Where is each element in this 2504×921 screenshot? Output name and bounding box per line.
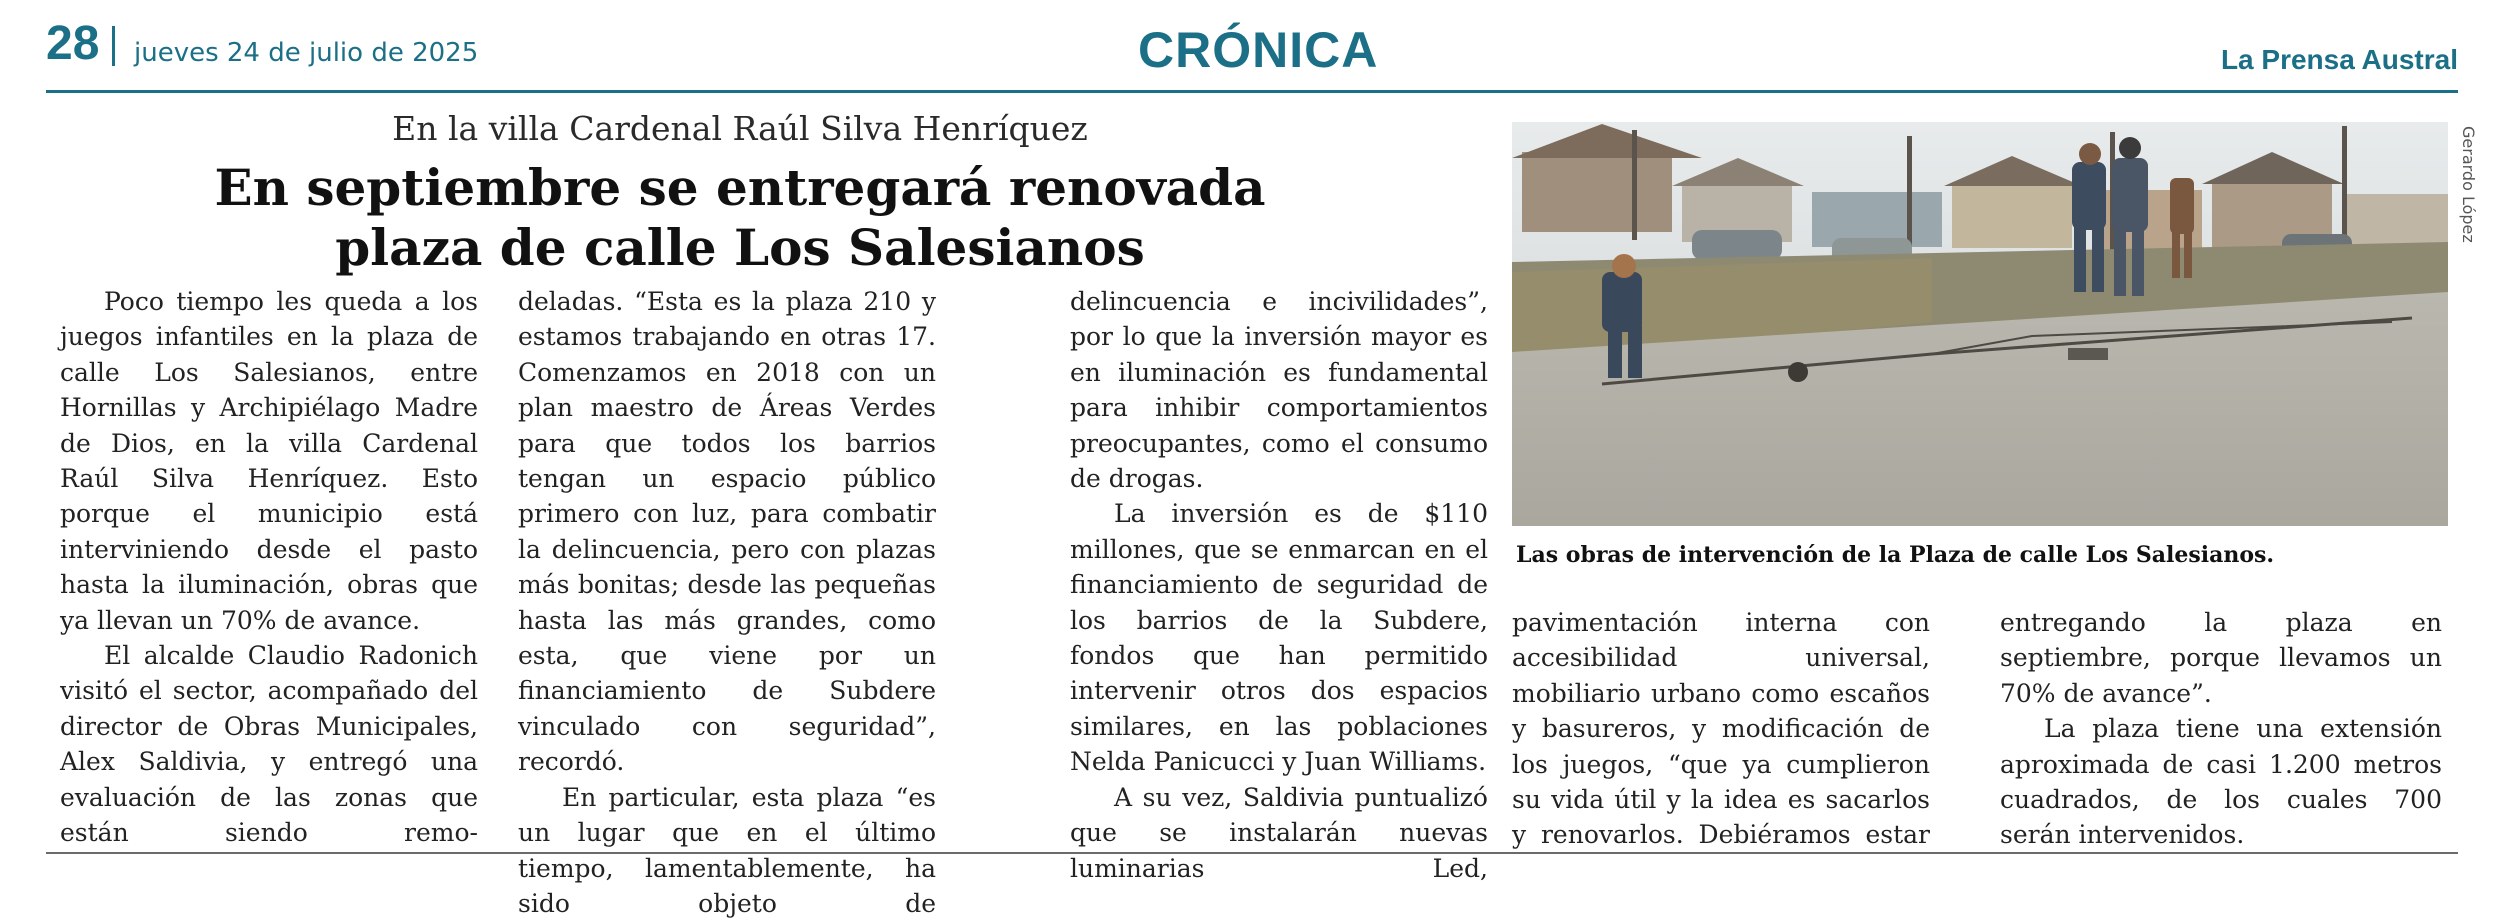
headline-line: plaza de calle Los Salesianos [335,218,1145,277]
paragraph: La plaza tiene una extensión aproximada de casi 1.200 metros cuadrados, de los cuales 700 serán intervenidos. [2000,714,2442,850]
paragraph: En particular, esta plaza “es un lugar que en el último tiempo, lamentablemente, ha sido objeto de [518,782,936,918]
paragraph: A su vez, Saldivia puntualizó que se instalarán nuevas luminarias Led, [1070,782,1488,883]
article-column-5 [2000,605,2442,853]
photo-credit: Gerardo López [2459,126,2478,243]
headline-line: En septiembre se entregará renovada [214,158,1266,217]
paragraph: deladas. “Esta es la plaza 210 y estamos trabajando en otras 17. Comenzamos en 2018 con un plan maestro de Áreas Verdes para que todos los barrios tengan un espacio público primero con luz, para combatir la delincuencia, pero con plazas más bonitas; desde las pequeñas hasta las más grandes, como esta, que viene por un financiamiento de Subdere vinculado con seguridad”, recordó. [518,287,936,777]
article-headline [0,158,1480,278]
paragraph: pavimentación interna con accesibilidad universal, mobiliario urbano como escaños y basureros, y modificación de los juegos, “que ya cumplieron su vida útil y la idea es sacarlos y renovarlos. Debiéramos estar [1512,608,1930,850]
page-header [0,0,2504,86]
article-column-4 [1512,605,1930,853]
page-number: 28 [46,17,100,70]
photo-caption: Las obras de intervención de la Plaza de calle Los Salesianos. [1516,542,2275,568]
article-column-3 [1070,284,1488,886]
paragraph: entregando la plaza en septiembre, porque llevamos un 70% de avance”. [2000,608,2442,708]
header-divider [112,26,115,66]
article-kicker: En la villa Cardenal Raúl Silva Henríquez [392,109,1088,148]
publication-name: La Prensa Austral [2220,44,2458,75]
paragraph: La inversión es de $110 millones, que se enmarcan en el financiamiento de seguridad de los barrios de la Subdere, fondos que han permitido intervenir otros dos espacios similares, en las poblaciones Nelda Panicucci y Juan Williams. [1070,499,1488,777]
paragraph: Poco tiempo les queda a los juegos infantiles en la plaza de calle Los Salesianos, entre Hornillas y Archipiélago Madre de Dios, en la villa Cardenal Raúl Silva Henríquez. Esto porque el municipio está interviniendo desde el pasto hasta la iluminación, obras que ya llevan un 70% de avance. [60,287,478,635]
article-column-2 [518,284,936,921]
paragraph: El alcalde Claudio Radonich visitó el sector, acompañado del director de Obras Municipales, Alex Saldivia, y entregó una evaluación de las zonas que están siendo remo- [60,641,478,848]
header-rule [46,90,2458,93]
article-photo [1512,122,2448,526]
page-bottom-rule [46,852,2458,854]
paragraph: delincuencia e incivilidades”, por lo que la inversión mayor es en iluminación es fundamental para inhibir comportamientos preocupantes, como el consumo de drogas. [1070,287,1488,494]
article-column-1 [60,284,478,851]
issue-date: jueves 24 de julio de 2025 [134,38,479,68]
section-title: CRÓNICA [1138,22,1379,78]
